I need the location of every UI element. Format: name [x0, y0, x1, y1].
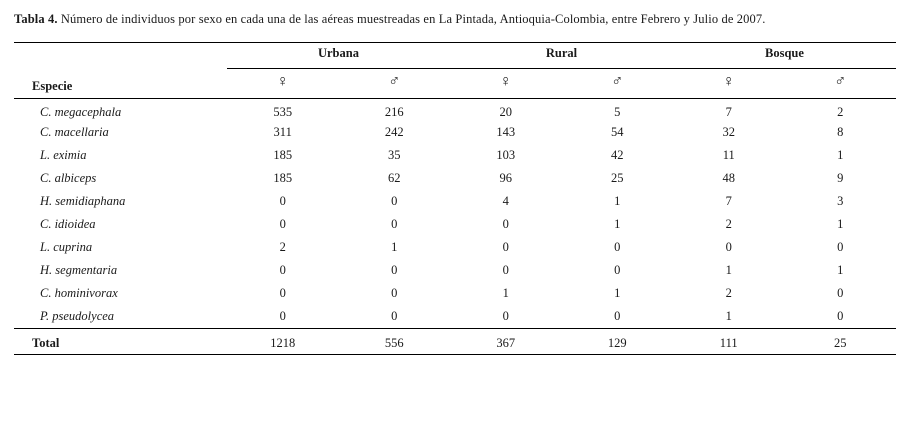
cell-value: 1 [837, 263, 844, 278]
cell-value: 7 [725, 194, 732, 209]
group-header-blank [14, 42, 227, 68]
total-label: Total [14, 328, 227, 354]
cell-value: 0 [391, 217, 398, 232]
cell-value: 0 [837, 286, 844, 301]
cell-value: 0 [279, 194, 286, 209]
cell-value: 1 [502, 286, 509, 301]
cell-species: C. megacephala [40, 104, 122, 119]
cell-value: 0 [391, 286, 398, 301]
cell-value: 0 [561, 305, 673, 328]
cell-species: C. hominivorax [40, 286, 118, 301]
table-caption-label: Tabla 4. [14, 12, 58, 26]
cell-value: 0 [338, 305, 450, 328]
table-row [14, 282, 896, 305]
cell-value: 35 [387, 148, 401, 163]
table-body [14, 98, 896, 328]
cell-value: 1 [614, 217, 621, 232]
group-header-rural: Rural [450, 42, 673, 68]
cell-value: 242 [384, 125, 404, 140]
cell-value: 25 [610, 171, 624, 186]
cell-value: 185 [273, 148, 293, 163]
table-row [14, 190, 896, 213]
group-header-bosque: Bosque [673, 42, 896, 68]
cell-species: H. segmentaria [40, 263, 118, 278]
cell-value: 0 [450, 305, 562, 328]
sex-header-bosque-female: ♀ [673, 68, 785, 98]
cell-value: 0 [502, 263, 509, 278]
cell-value: 1 [673, 305, 785, 328]
cell-value: 0 [391, 194, 398, 209]
cell-value: 103 [496, 148, 516, 163]
cell-value: 3 [837, 194, 844, 209]
table-row [14, 213, 896, 236]
table-row [14, 236, 896, 259]
cell-value: 0 [227, 305, 339, 328]
total-value: 1218 [227, 328, 339, 354]
cell-species: C. idioidea [40, 217, 96, 232]
cell-value: 48 [722, 171, 735, 186]
total-value: 129 [561, 328, 673, 354]
sex-header-bosque-male: ♂ [784, 68, 896, 98]
cell-value: 4 [502, 194, 509, 209]
cell-value: 2 [725, 217, 732, 232]
cell-value: 0 [614, 240, 621, 255]
cell-value: 42 [610, 148, 624, 163]
cell-value: 0 [502, 217, 509, 232]
group-header-urbana: Urbana [227, 42, 450, 68]
cell-value: 1 [837, 217, 844, 232]
cell-species: C. albiceps [40, 171, 97, 186]
cell-value: 185 [273, 171, 293, 186]
cell-value: 1 [614, 194, 621, 209]
cell-species: L. eximia [40, 148, 87, 163]
cell-value: 0 [391, 263, 398, 278]
sex-header-urbana-female: ♀ [227, 68, 339, 98]
cell-value: 54 [610, 125, 624, 140]
group-header-row [14, 42, 896, 68]
sex-header-urbana-male: ♂ [338, 68, 450, 98]
cell-value: 535 [273, 104, 293, 119]
cell-value: 11 [722, 148, 735, 163]
cell-value: 1 [725, 263, 732, 278]
cell-species: H. semidiaphana [40, 194, 126, 209]
cell-value: 0 [279, 217, 286, 232]
cell-value: 32 [722, 125, 735, 140]
table-row [14, 121, 896, 144]
cell-value: 1 [614, 286, 621, 301]
table-row [14, 259, 896, 282]
cell-value: 1 [391, 240, 398, 255]
total-value: 25 [784, 328, 896, 354]
cell-value: 0 [784, 305, 896, 328]
cell-value: 216 [384, 104, 404, 119]
cell-value: 0 [614, 263, 621, 278]
cell-species: L. cuprina [40, 240, 93, 255]
cell-value: 143 [496, 125, 516, 140]
data-table [14, 42, 896, 355]
cell-value: 2 [837, 104, 844, 119]
cell-value: 20 [499, 104, 512, 119]
cell-value: 2 [279, 240, 286, 255]
table-row [14, 305, 896, 328]
cell-species: C. macellaria [40, 125, 109, 140]
cell-value: 1 [837, 148, 844, 163]
table-row [14, 144, 896, 167]
cell-value: 8 [837, 125, 844, 140]
table-head [14, 42, 896, 98]
cell-value: 5 [614, 104, 621, 119]
cell-value: 0 [725, 240, 732, 255]
table-caption-text: Número de individuos por sexo en cada una de las aéreas muestreadas en La Pintada, Antioquia-Colombia, entre Febrero y Julio de 2007. [60, 12, 766, 26]
total-value: 111 [673, 328, 785, 354]
cell-value: 0 [837, 240, 844, 255]
sex-header-rural-female: ♀ [450, 68, 562, 98]
cell-value: 96 [499, 171, 512, 186]
cell-value: 2 [725, 286, 732, 301]
table-foot [14, 328, 896, 354]
total-value: 367 [450, 328, 562, 354]
cell-species: P. pseudolycea [14, 305, 227, 328]
table-row [14, 98, 896, 121]
cell-value: 7 [725, 104, 732, 119]
cell-value: 311 [273, 125, 292, 140]
sex-header-rural-male: ♂ [561, 68, 673, 98]
column-header-especie: Especie [14, 68, 227, 98]
cell-value: 0 [279, 263, 286, 278]
total-value: 556 [338, 328, 450, 354]
cell-value: 9 [837, 171, 844, 186]
table-caption [14, 12, 895, 28]
total-row [14, 328, 896, 354]
cell-value: 0 [279, 286, 286, 301]
table-row [14, 167, 896, 190]
cell-value: 62 [387, 171, 401, 186]
sex-header-row [14, 68, 896, 98]
cell-value: 0 [502, 240, 509, 255]
